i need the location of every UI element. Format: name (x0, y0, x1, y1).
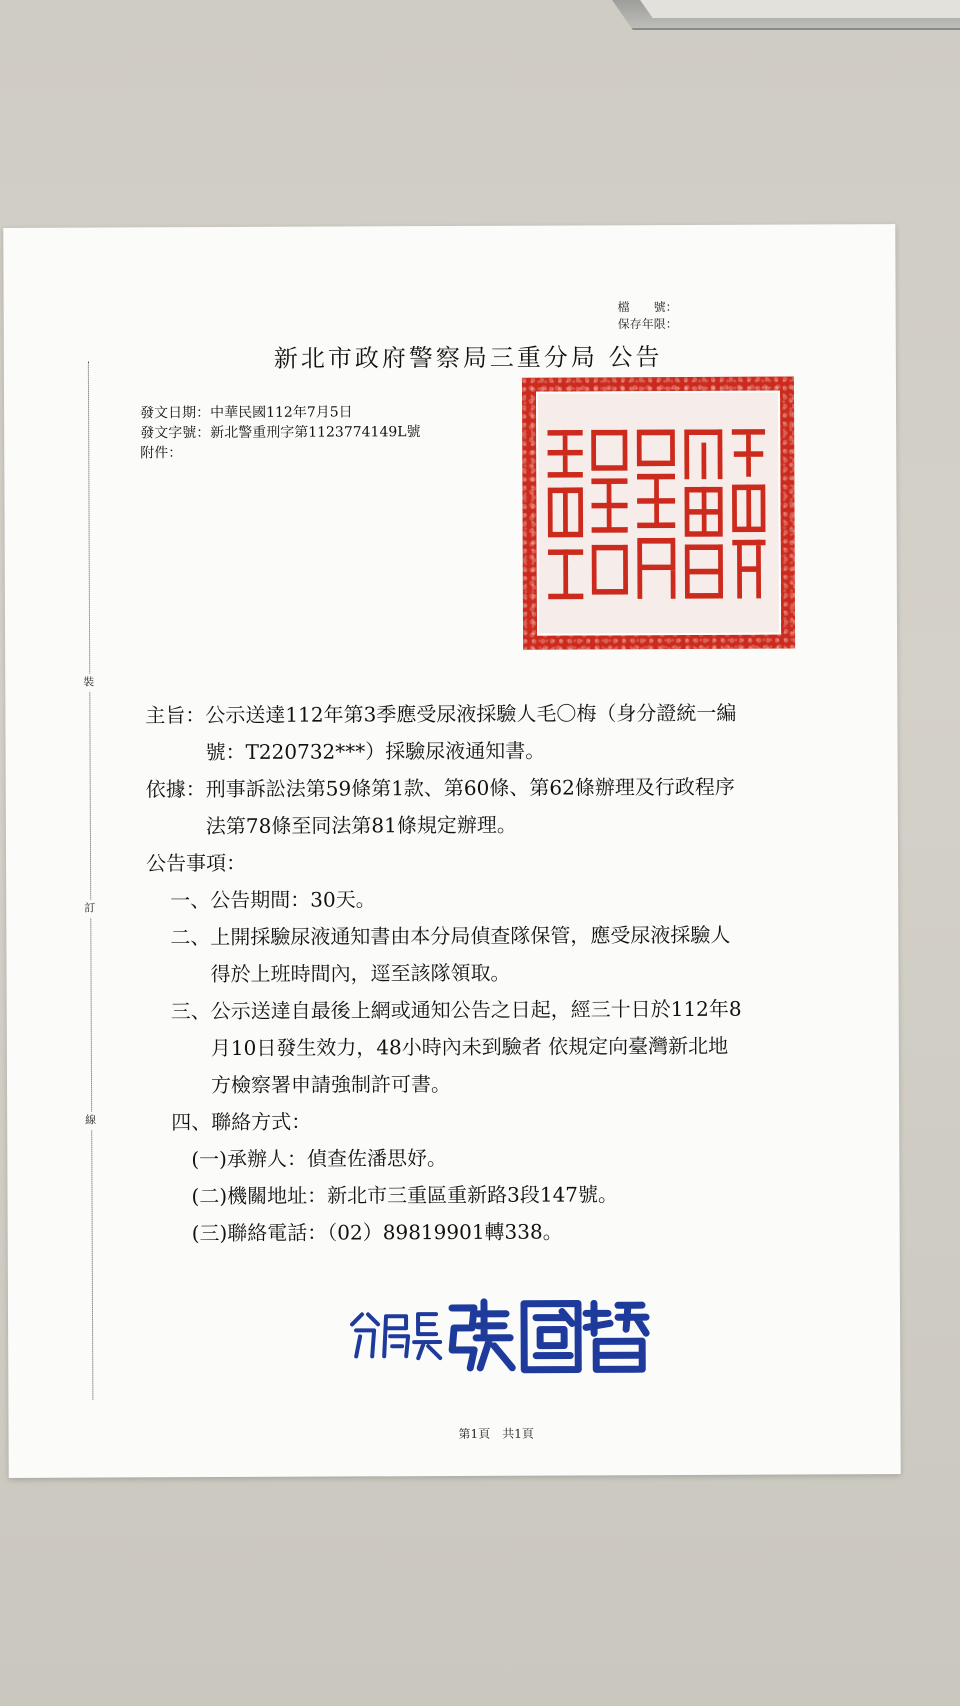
binding-line (88, 362, 94, 1400)
subject-line-1: 公示送達112年第3季應受尿液採驗人毛〇梅（身分證統一編 (205, 700, 737, 728)
notice-item-2-line-1: 上開採驗尿液通知書由本分局偵查隊保管，應受尿液採驗人 (210, 922, 731, 950)
notice-item-1-line-1: 公告期間：30天。 (210, 887, 376, 913)
notice-item-3-line-2: 月10日發生效力，48小時內未到驗者 依規定向臺灣新北地 (210, 1033, 729, 1061)
official-seal (522, 377, 795, 650)
contact-heading: 四、聯絡方式： (171, 1109, 312, 1135)
document-number: 發文字號：新北警重刑字第1123774149L號 (140, 424, 421, 442)
seal-glyphs (544, 419, 773, 608)
document-title: 新北市政府警察局三重分局 公告 (273, 343, 663, 373)
basis-label: 依據： (145, 777, 206, 802)
file-number-label: 檔 號： (617, 300, 678, 315)
notice-item-2 (146, 916, 866, 993)
notice-item-3 (147, 990, 867, 1104)
basis-line-1: 刑事訴訟法第59條第1款、第60條、第62條辦理及行政程序 (205, 774, 735, 802)
binding-mark-zhuang: 裝 (83, 674, 94, 692)
binding-mark-ding: 訂 (84, 900, 95, 918)
notice-item-1-label: 一、 (170, 888, 211, 913)
contact-handler: (一)承辦人：偵查佐潘思妤。 (191, 1146, 448, 1172)
notice-item-1 (146, 879, 866, 919)
binding-mark-xian: 線 (85, 1112, 96, 1130)
subject-paragraph (145, 694, 865, 771)
seal-inner-frame (536, 391, 781, 636)
wall-bracket-plate (640, 0, 960, 18)
basis-line-2: 法第78條至同法第81條規定辦理。 (205, 812, 517, 839)
notice-item-3-label: 三、 (170, 999, 211, 1024)
notice-item-3-line-3: 方檢察署申請強制許可書。 (210, 1072, 452, 1098)
subject-label: 主旨： (145, 703, 206, 728)
subject-line-2: 號：T220732***）採驗尿液通知書。 (205, 738, 546, 765)
notice-item-2-label: 二、 (170, 925, 211, 950)
contact-address: (二)機關地址：新北市三重區重新路3段147號。 (191, 1182, 619, 1209)
document-meta (140, 402, 421, 463)
contact-phone: (三)聯絡電話：（02）89819901轉338。 (191, 1219, 563, 1246)
notice-body (145, 694, 867, 1252)
notice-item-2-line-2: 得於上班時間內，逕至該隊領取。 (210, 960, 511, 987)
notice-paper (3, 224, 900, 1478)
page-footer: 第1頁 共1頁 (458, 1426, 534, 1441)
basis-paragraph (146, 768, 866, 845)
notice-heading: 公告事項： (145, 850, 247, 876)
archive-info (618, 299, 678, 333)
chief-signature (344, 1293, 654, 1374)
retention-label: 保存年限： (617, 317, 678, 332)
issue-date: 發文日期：中華民國112年7月5日 (140, 404, 353, 422)
attachment: 附件： (140, 445, 183, 462)
notice-item-3-line-1: 公示送達自最後上網或通知公告之日起，經三十日於112年8 (210, 996, 742, 1024)
